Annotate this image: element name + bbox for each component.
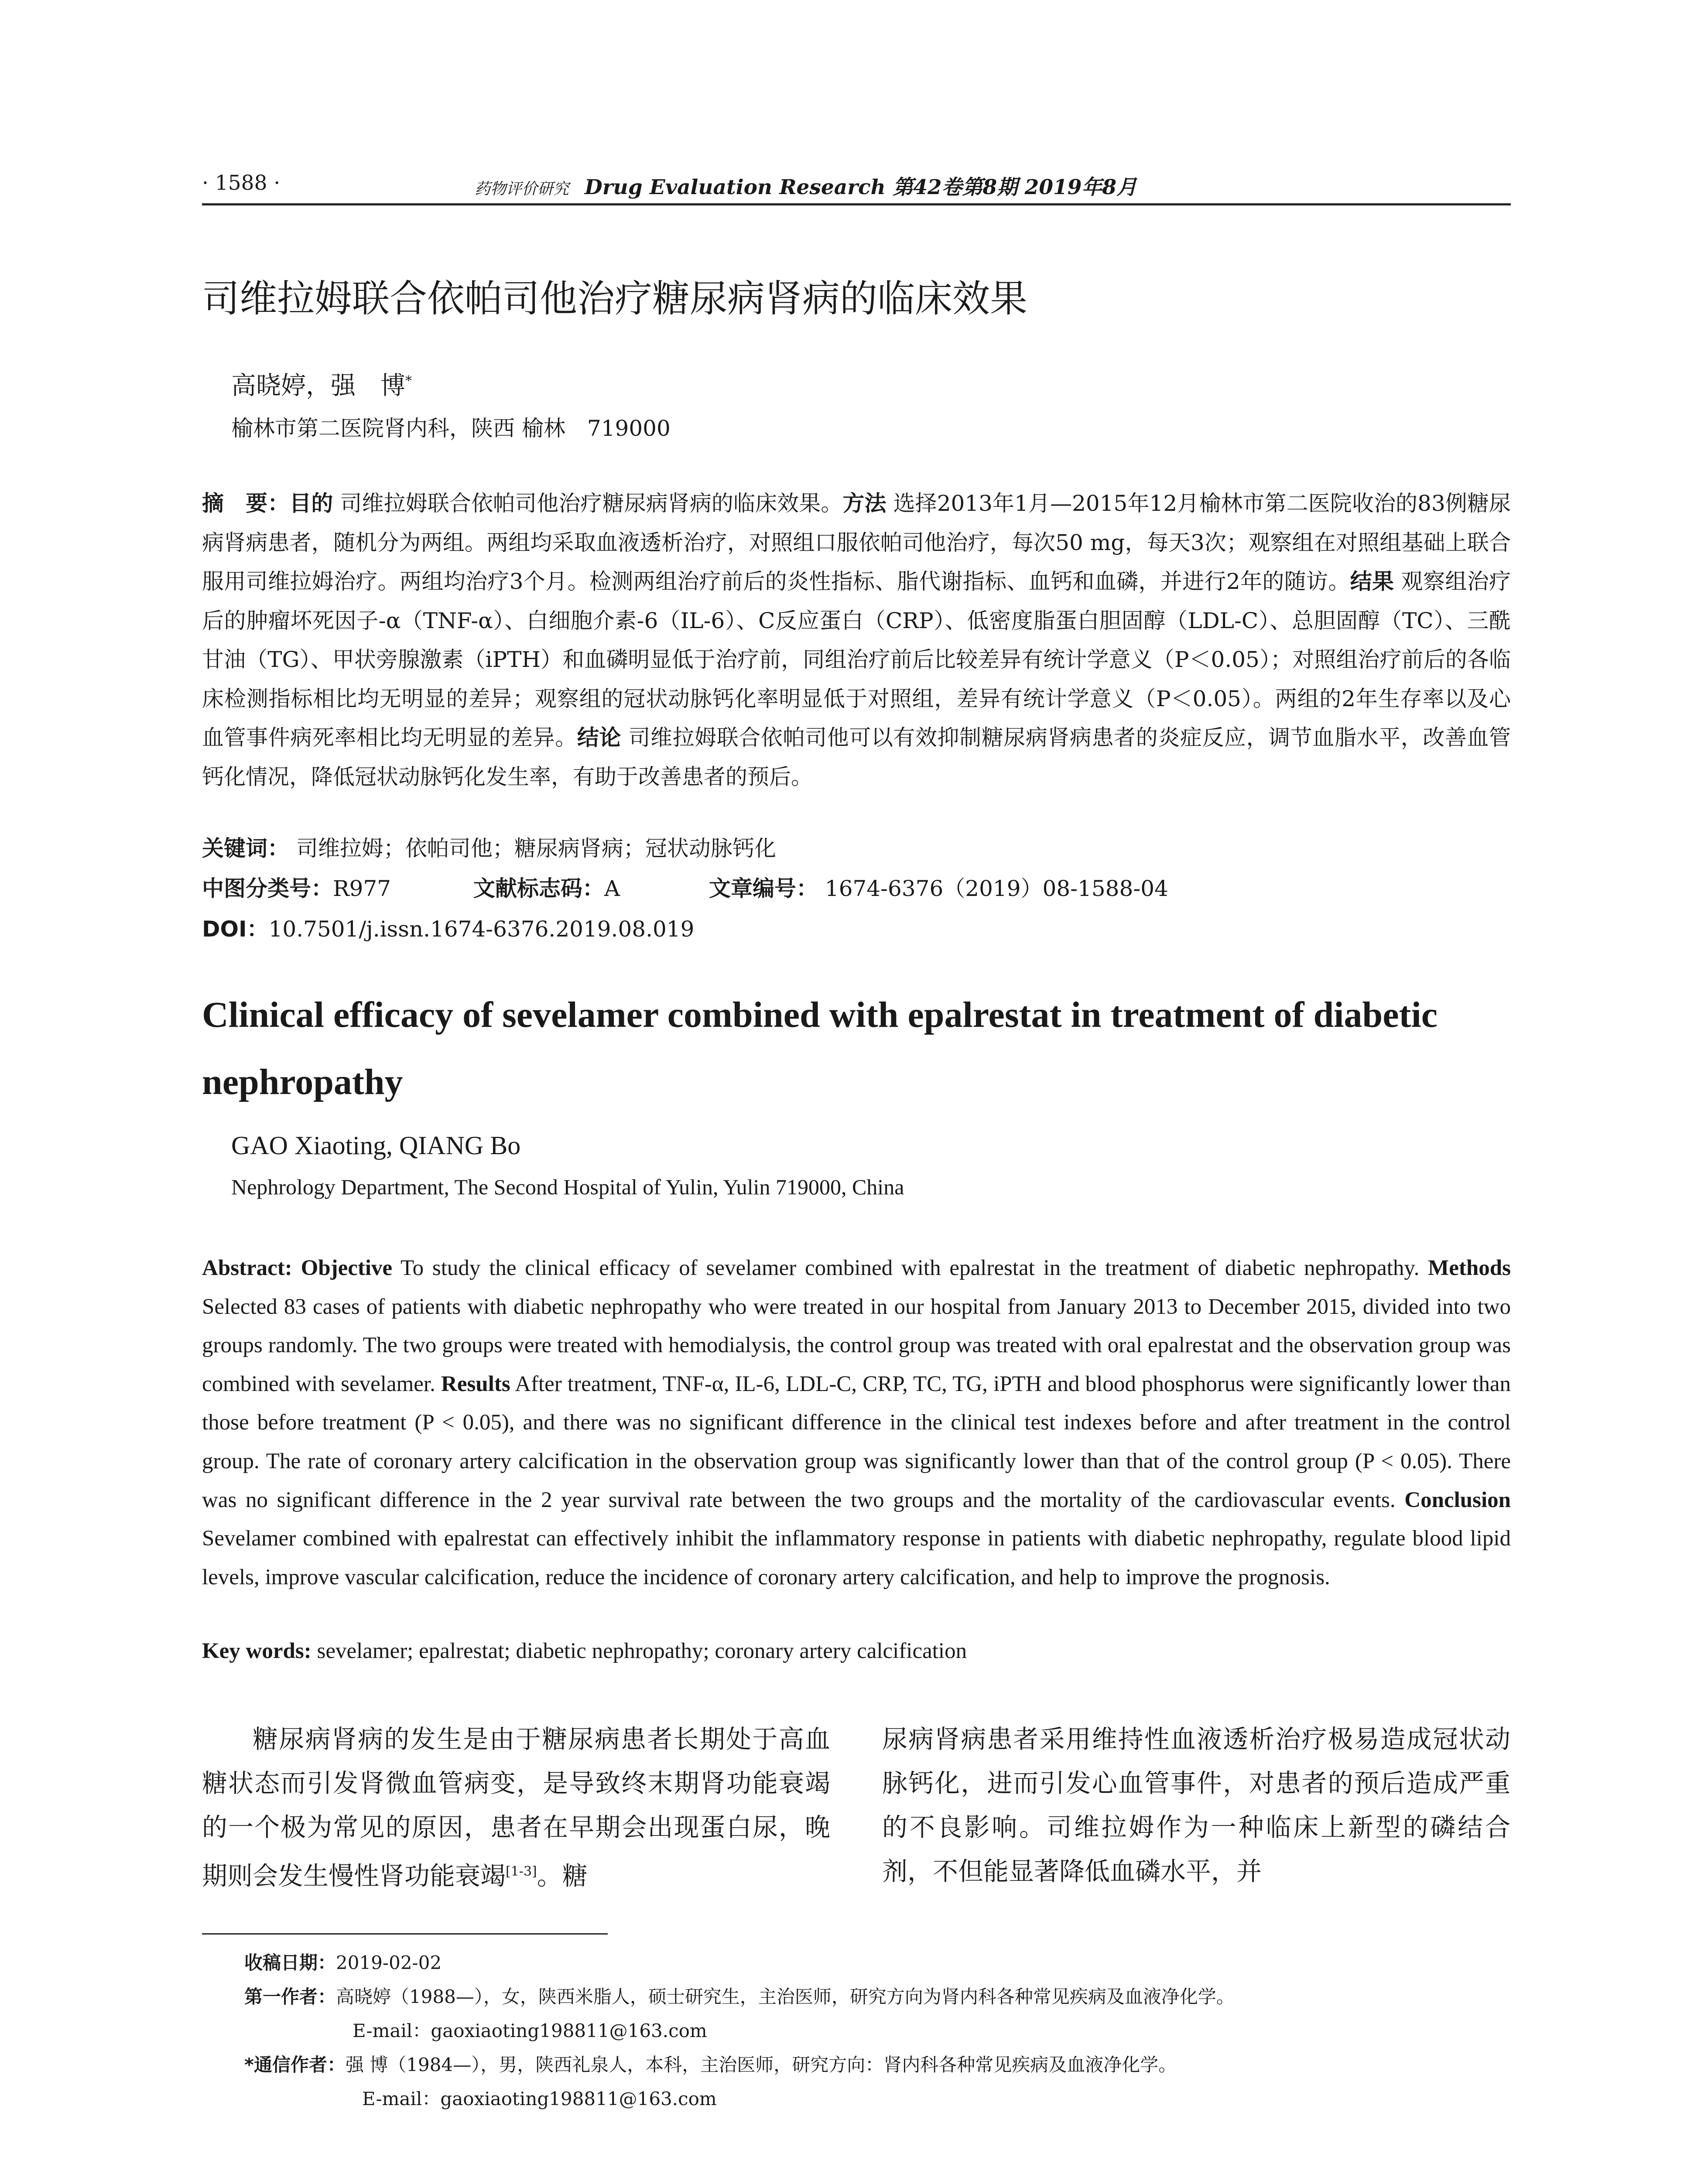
cn-authors: 高晓婷，强 博* bbox=[231, 371, 412, 400]
cn-abstract-label: 摘 要： bbox=[202, 491, 290, 516]
footnote-received: 收稿日期：2019-02-02 bbox=[244, 1952, 442, 1973]
journal-header bbox=[475, 171, 1137, 200]
journal-logo: 药物评价研究 bbox=[475, 180, 569, 198]
footnote-first-author: 第一作者：高晓婷（1988—），女，陕西米脂人，硕士研究生，主治医师，研究方向为肾内科各种常见疾病及血液净化学。 bbox=[244, 1986, 1235, 2007]
cn-article-number: 文章编号： 1674-6376（2019）08-1588-04 bbox=[709, 876, 1168, 901]
en-methods: Selected 83 cases of patients with diabetic nephropathy who were treated in our hospital from January 2013 to December 2015, divided into two groups randomly. The two groups were treated with hemodialysis, the control group was treated with oral epalrestat and the observation group was combined with sevelamer. bbox=[202, 1294, 1511, 1396]
cn-abstract bbox=[202, 484, 1511, 797]
cn-objective: 司维拉姆联合依帕司他治疗糖尿病肾病的临床效果。 bbox=[340, 491, 843, 516]
en-results-label: Results bbox=[441, 1371, 510, 1396]
en-results: After treatment, TNF-α, IL-6, LDL-C, CRP, TC, TG, iPTH and blood phosphorus were significantly lower than those before treatment (P < 0.05), and there was no significant difference in the clinical test indexes before and after treatment in the control group. The rate of coronary artery calcification in the observation group was significantly lower than that of the control group (P < 0.05). There was no significant difference in the 2 year survival rate between the two groups and the mortality of the cardiovascular events. bbox=[202, 1371, 1511, 1512]
journal-title: Drug Evaluation Research 第42卷第8期 2019年8月 bbox=[585, 175, 1137, 199]
cn-affiliation: 榆林市第二医院肾内科，陕西 榆林 719000 bbox=[231, 416, 671, 441]
cn-doc-code: 文献标志码：A bbox=[473, 876, 620, 901]
body-right-column: 尿病肾病患者采用维持性血液透析治疗极易造成冠状动脉钙化，进而引发心血管事件，对患者的预后造成严重的不良影响。司维拉姆作为一种临床上新型的磷结合剂，不但能显著降低血磷水平，并 bbox=[882, 1724, 1510, 1886]
cn-conclusion: 司维拉姆联合依帕司他可以有效抑制糖尿病肾病患者的炎症反应，调节血脂水平，改善血管钙化情况，降低冠状动脉钙化发生率，有助于改善患者的预后。 bbox=[202, 725, 1511, 790]
footnote-divider bbox=[202, 1933, 608, 1935]
cn-classification-line: 中图分类号：R977 bbox=[202, 876, 391, 901]
header-divider bbox=[202, 203, 1511, 205]
cn-methods: 选择2013年1月—2015年12月榆林市第二医院收治的83例糖尿病肾病患者，随机分为两组。两组均采取血液透析治疗，对照组口服依帕司他治疗，每次50 mg，每天3次；观察组在对照组基础上联合服用司维拉姆治疗。两组均治疗3个月。检测两组治疗前后的炎性指标、脂代谢指标、血钙和血磷，并进行2年的随访。 bbox=[202, 491, 1511, 594]
en-authors: GAO Xiaoting, QIANG Bo bbox=[231, 1131, 521, 1160]
en-keywords: Key words: sevelamer; epalrestat; diabetic nephropathy; coronary artery calcification bbox=[202, 1639, 967, 1663]
cn-doi: DOI：10.7501/j.issn.1674-6376.2019.08.019 bbox=[202, 916, 695, 942]
citation-ref: [1-3] bbox=[506, 1864, 537, 1879]
cn-conclusion-label: 结论 bbox=[577, 725, 621, 750]
en-objective-label: Objective bbox=[301, 1256, 393, 1280]
cn-keywords: 关键词： 司维拉姆；依帕司他；糖尿病肾病；冠状动脉钙化 bbox=[202, 836, 776, 861]
en-objective: To study the clinical efficacy of sevelamer combined with epalrestat in the treatment of diabetic nephropathy. bbox=[400, 1256, 1420, 1280]
en-conclusion: Sevelamer combined with epalrestat can effectively inhibit the inflammatory response in patients with diabetic nephropathy, regulate blood lipid levels, improve vascular calcification, reduce the incidence of coronary artery calcification, and help to improve the prognosis. bbox=[202, 1526, 1511, 1590]
footnote-corresponding-email: E-mail：gaoxiaoting198811@163.com bbox=[362, 2088, 717, 2109]
footnote-first-email: E-mail：gaoxiaoting198811@163.com bbox=[353, 2020, 707, 2041]
cn-article-title: 司维拉姆联合依帕司他治疗糖尿病肾病的临床效果 bbox=[202, 277, 1027, 321]
cn-objective-label: 目的 bbox=[289, 491, 333, 516]
en-conclusion-label: Conclusion bbox=[1404, 1487, 1511, 1512]
cn-results-label: 结果 bbox=[1350, 569, 1394, 594]
en-methods-label: Methods bbox=[1428, 1256, 1511, 1280]
cn-methods-label: 方法 bbox=[842, 491, 887, 516]
page-number: · 1588 · bbox=[202, 171, 281, 195]
footnote-corresponding: *通信作者：强 博（1984—），男，陕西礼泉人，本科，主治医师，研究方向：肾内科各种常见疾病及血液净化学。 bbox=[244, 2054, 1177, 2075]
body-left-column: 糖尿病肾病的发生是由于糖尿病患者长期处于高血糖状态而引发肾微血管病变，是导致终末期肾功能衰竭的一个极为常见的原因，患者在早期会出现蛋白尿，晚期则会发生慢性肾功能衰竭[1-3]。糖 bbox=[202, 1724, 830, 1891]
en-affiliation: Nephrology Department, The Second Hospital of Yulin, Yulin 719000, China bbox=[231, 1175, 904, 1199]
en-abstract bbox=[202, 1249, 1511, 1596]
en-article-title: Clinical efficacy of sevelamer combined with epalrestat in treatment of diabetic nephropathy bbox=[202, 995, 1438, 1102]
en-abstract-label: Abstract: bbox=[202, 1256, 292, 1280]
cn-results: 观察组治疗后的肿瘤坏死因子-α（TNF-α）、白细胞介素-6（IL-6）、C反应蛋白（CRP）、低密度脂蛋白胆固醇（LDL-C）、总胆固醇（TC）、三酰甘油（TG）、甲状旁腺激素（iPTH）和血磷明显低于治疗前，同组治疗前后比较差异有统计学意义（P＜0.05）；对照组治疗前后的各临床检测指标相比均无明显的差异；观察组的冠状动脉钙化率明显低于对照组，差异有统计学意义（P＜0.05）。两组的2年生存率以及心血管事件病死率相比均无明显的差异。 bbox=[202, 569, 1511, 750]
